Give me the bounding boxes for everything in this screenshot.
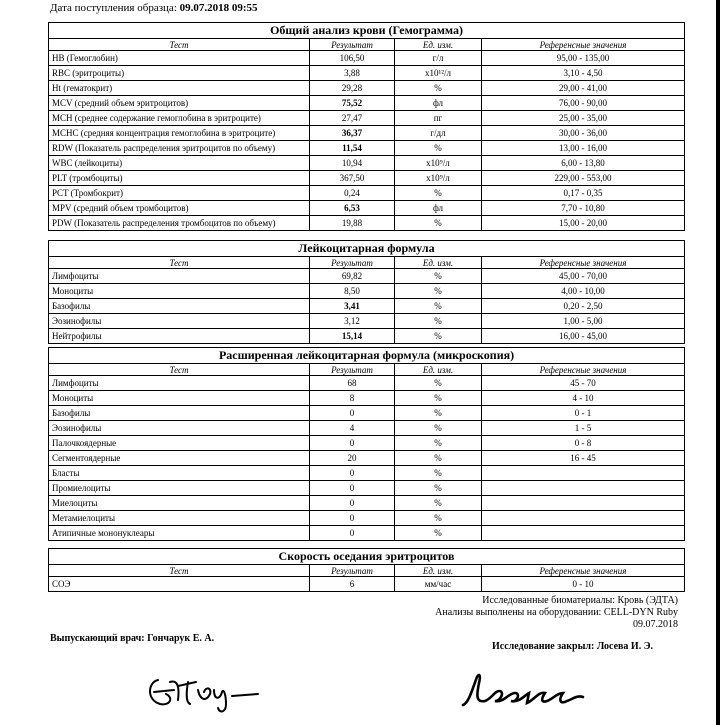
microscopy-formula-table [48,347,685,541]
test-name: MPV (средний объем тромбоцитов) [49,201,310,216]
result-value: 29,28 [310,81,395,96]
unit: % [395,421,482,436]
unit: % [395,314,482,329]
unit: % [395,186,482,201]
column-header-unit: Ед. изм. [395,364,482,376]
result-value: 0 [310,481,395,496]
test-name: Метамиелоциты [49,511,310,526]
reference-range: 15,00 - 20,00 [482,216,685,231]
result-value: 0 [310,466,395,481]
table-row [49,171,685,186]
test-name: Промиелоциты [49,481,310,496]
table-row [49,391,685,406]
result-value: 19,88 [310,216,395,231]
reference-range [482,481,685,496]
result-value: 3,12 [310,314,395,329]
esr-title: Скорость оседания эритроцитов [49,549,685,565]
esr-table [48,548,685,592]
reference-range: 0,20 - 2,50 [482,299,685,314]
test-name: Нейтрофилы [49,329,310,344]
table-row [49,216,685,231]
unit: % [395,269,482,284]
table-row [49,481,685,496]
cbc-table [48,22,685,231]
test-name: Базофилы [49,299,310,314]
leukocyte-formula-title: Лейкоцитарная формула [49,241,685,257]
table-row [49,141,685,156]
table-row [49,511,685,526]
table-row [49,314,685,329]
reference-range: 45,00 - 70,00 [482,269,685,284]
table-row [49,66,685,81]
column-header-unit: Ед. изм. [395,565,482,577]
unit: % [395,451,482,466]
reference-range: 0 - 1 [482,406,685,421]
test-name: Атипичные мононуклеары [49,526,310,541]
result-value: 69,82 [310,269,395,284]
unit: % [395,299,482,314]
column-header-row [49,565,685,577]
reference-range: 0 - 10 [482,577,685,592]
test-name: Эозинофилы [49,314,310,329]
column-header-result: Результат [310,565,395,577]
test-name: Бласты [49,466,310,481]
column-header-reference: Референсные значения [482,565,685,577]
cbc-title: Общий анализ крови (Гемограмма) [49,23,685,39]
unit: % [395,481,482,496]
unit: % [395,329,482,344]
table-row [49,466,685,481]
unit: % [395,526,482,541]
sample-date-value: 09.07.2018 09:55 [179,2,258,14]
table-row [49,126,685,141]
result-value: 8 [310,391,395,406]
table-row [49,96,685,111]
column-header-unit: Ед. изм. [395,39,482,51]
reference-range: 25,00 - 35,00 [482,111,685,126]
unit: фл [395,201,482,216]
reference-range: 95,00 - 135,00 [482,51,685,66]
column-header-test: Тест [49,257,310,269]
table-row [49,451,685,466]
sample-date-label: Дата поступления образца: [50,2,177,14]
result-value: 0 [310,406,395,421]
reference-range: 1 - 5 [482,421,685,436]
reference-range [482,511,685,526]
doctor-signature [140,660,280,720]
table-row [49,299,685,314]
scan-edge [716,0,720,725]
result-value: 0 [310,436,395,451]
result-value: 6 [310,577,395,592]
test-name: Лимфоциты [49,269,310,284]
table-row [49,376,685,391]
test-name: RDW (Показатель распределения эритроцитов по объему) [49,141,310,156]
table-row [49,51,685,66]
test-name: Сегментоядерные [49,451,310,466]
test-name: Моноциты [49,391,310,406]
table-row [49,406,685,421]
unit: фл [395,96,482,111]
result-value: 6,53 [310,201,395,216]
unit: % [395,391,482,406]
test-name: HB (Гемоглобин) [49,51,310,66]
column-header-row [49,257,685,269]
table-row [49,186,685,201]
reference-range: 0,17 - 0,35 [482,186,685,201]
column-header-reference: Референсные значения [482,257,685,269]
result-value: 367,50 [310,171,395,186]
unit: % [395,466,482,481]
test-name: Эозинофилы [49,421,310,436]
reference-range [482,526,685,541]
result-value: 0 [310,496,395,511]
reference-range: 229,00 - 553,00 [482,171,685,186]
unit: мм/час [395,577,482,592]
unit: пг [395,111,482,126]
unit: x10¹²/л [395,66,482,81]
result-value: 106,50 [310,51,395,66]
report-date: 09.07.2018 [633,619,678,630]
closer-signature [455,665,615,715]
microscopy-formula-title: Расширенная лейкоцитарная формула (микроскопия) [49,348,685,364]
table-row [49,111,685,126]
unit: г/л [395,51,482,66]
table-row [49,329,685,344]
test-name: Лимфоциты [49,376,310,391]
reference-range: 6,00 - 13,80 [482,156,685,171]
test-name: MCHC (средняя концентрация гемоглобина в эритроците) [49,126,310,141]
result-value: 20 [310,451,395,466]
test-name: Миелоциты [49,496,310,511]
unit: x10⁹/л [395,156,482,171]
test-name: Базофилы [49,406,310,421]
unit: x10⁹/л [395,171,482,186]
table-row [49,577,685,592]
result-value: 3,88 [310,66,395,81]
unit: % [395,141,482,156]
reference-range: 16 - 45 [482,451,685,466]
result-value: 8,50 [310,284,395,299]
unit: % [395,284,482,299]
column-header-reference: Референсные значения [482,364,685,376]
reference-range: 16,00 - 45,00 [482,329,685,344]
test-name: WBC (лейкоциты) [49,156,310,171]
table-row [49,496,685,511]
column-header-result: Результат [310,39,395,51]
column-header-reference: Референсные значения [482,39,685,51]
unit: % [395,376,482,391]
result-value: 75,52 [310,96,395,111]
issuing-doctor: Выпускающий врач: Гончарук Е. А. [50,633,215,644]
test-name: СОЭ [49,577,310,592]
result-value: 27,47 [310,111,395,126]
table-row [49,284,685,299]
column-header-test: Тест [49,364,310,376]
reference-range: 7,70 - 10,80 [482,201,685,216]
table-row [49,156,685,171]
result-value: 0,24 [310,186,395,201]
test-name: Моноциты [49,284,310,299]
table-row [49,421,685,436]
table-row [49,436,685,451]
table-row [49,81,685,96]
result-value: 68 [310,376,395,391]
table-row [49,526,685,541]
unit: % [395,216,482,231]
result-value: 0 [310,526,395,541]
column-header-result: Результат [310,257,395,269]
column-header-unit: Ед. изм. [395,257,482,269]
column-header-test: Тест [49,565,310,577]
unit: % [395,81,482,96]
column-header-test: Тест [49,39,310,51]
result-value: 11,54 [310,141,395,156]
unit: % [395,511,482,526]
biomaterial-line: Исследованные биоматериалы: Кровь (ЭДТА) [482,595,678,606]
equipment-line: Анализы выполнены на оборудовании: CELL-DYN Ruby [435,607,678,618]
reference-range: 1,00 - 5,00 [482,314,685,329]
result-value: 3,41 [310,299,395,314]
reference-range: 76,00 - 90,00 [482,96,685,111]
table-row [49,269,685,284]
unit: г/дл [395,126,482,141]
test-name: PLT (тромбоциты) [49,171,310,186]
reference-range: 45 - 70 [482,376,685,391]
result-value: 15,14 [310,329,395,344]
test-name: Палочкоядерные [49,436,310,451]
column-header-row [49,364,685,376]
test-name: PDW (Показатель распределения тромбоцитов по объему) [49,216,310,231]
reference-range: 3,10 - 4,50 [482,66,685,81]
test-name: MCV (средний объем эритроцитов) [49,96,310,111]
reference-range: 13,00 - 16,00 [482,141,685,156]
test-name: MCH (среднее содержание гемоглобина в эритроците) [49,111,310,126]
unit: % [395,496,482,511]
sample-date-line [50,2,258,14]
reference-range [482,466,685,481]
unit: % [395,436,482,451]
test-name: PCT (Тромбокрит) [49,186,310,201]
leukocyte-formula-table [48,240,685,344]
unit: % [395,406,482,421]
reference-range [482,496,685,511]
reference-range: 4,00 - 10,00 [482,284,685,299]
reference-range: 30,00 - 36,00 [482,126,685,141]
result-value: 10,94 [310,156,395,171]
table-row [49,201,685,216]
column-header-row [49,39,685,51]
result-value: 36,37 [310,126,395,141]
column-header-result: Результат [310,364,395,376]
test-name: RBC (эритроциты) [49,66,310,81]
result-value: 4 [310,421,395,436]
reference-range: 4 - 10 [482,391,685,406]
reference-range: 29,00 - 41,00 [482,81,685,96]
result-value: 0 [310,511,395,526]
reference-range: 0 - 8 [482,436,685,451]
test-name: Ht (гематокрит) [49,81,310,96]
closed-by: Исследование закрыл: Лосева И. Э. [492,641,653,652]
